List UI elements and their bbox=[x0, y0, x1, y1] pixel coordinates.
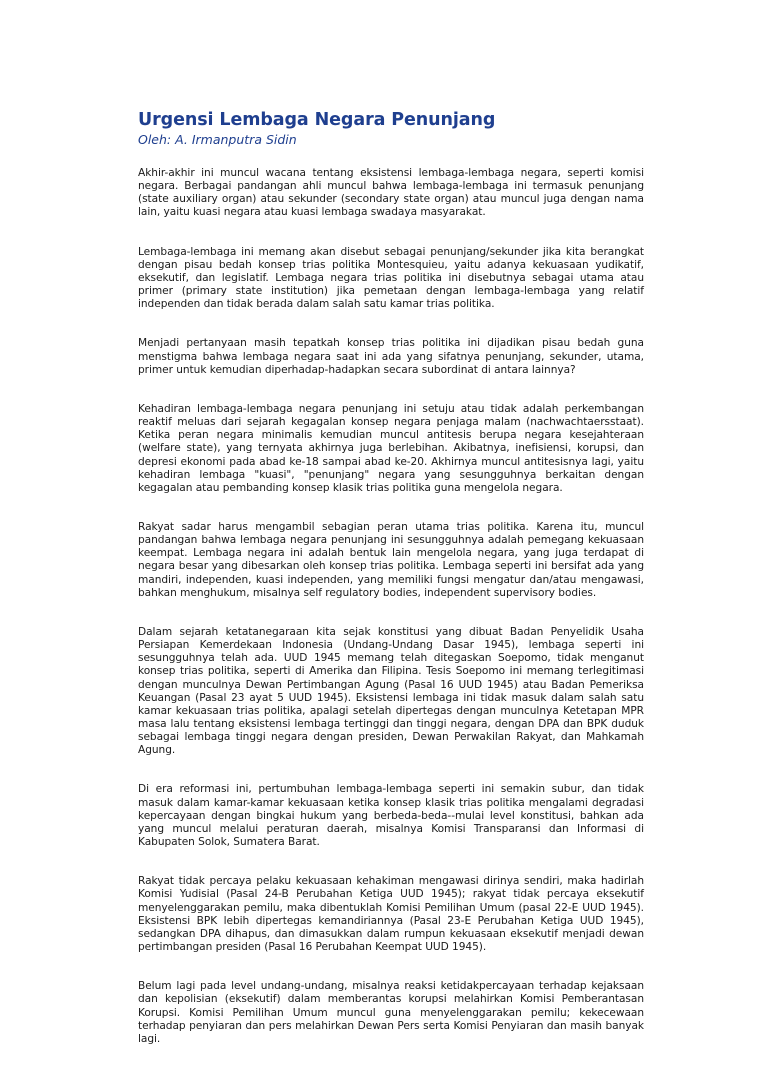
article-byline: Oleh: A. Irmanputra Sidin bbox=[138, 132, 297, 147]
paragraph: Kehadiran lembaga-lembaga negara penunjang ini setuju atau tidak adalah perkembangan reaktif meluas dari sejarah kegagalan konsep negara penjaga malam (nachwachtaersstaat). Ketika peran negara minimalis kemudian muncul antitesis berupa negara kesejahteraan (welfare state), yang ternyata akhirnya juga berlebihan. Akibatnya, inefisiensi, korupsi, dan depresi ekonomi pada abad ke-18 sampai abad ke-20. Akhirnya muncul antitesisnya lagi, yaitu kehadiran lembaga "kuasi", "penunjang" negara yang sesungguhnya berkaitan dengan kegagalan atau pembanding konsep klasik trias politika guna mengelola negara. bbox=[138, 402, 644, 494]
paragraph: Lembaga-lembaga ini memang akan disebut sebagai penunjang/sekunder jika kita berangkat dengan pisau bedah konsep trias politika Montesquieu, yaitu adanya kekuasaan yudikatif, eksekutif, dan legislatif. Lembaga negara trias politika ini disebutnya sebagai utama atau primer (primary state institution) jika pemetaan dengan lembaga-lembaga yang relatif independen dan tidak berada dalam salah satu kamar trias politika. bbox=[138, 245, 644, 311]
paragraph: Di era reformasi ini, pertumbuhan lembaga-lembaga seperti ini semakin subur, dan tidak masuk dalam kamar-kamar kekuasaan ketika konsep klasik trias politika mengalami degradasi kepercayaan dengan bingkai hukum yang berbeda-beda--mulai level konstitusi, bahkan ada yang muncul melalui peraturan daerah, misalnya Komisi Transparansi dan Informasi di Kabupaten Solok, Sumatera Barat. bbox=[138, 783, 644, 849]
paragraph: Akhir-akhir ini muncul wacana tentang eksistensi lembaga-lembaga negara, seperti komisi negara. Berbagai pandangan ahli muncul bahwa lembaga-lembaga ini termasuk penunjang (state auxiliary organ) atau sekunder (secondary state organ) atau muncul juga dengan nama lain, yaitu kuasi negara atau kuasi lembaga swadaya masyarakat. bbox=[138, 167, 644, 219]
document-page bbox=[138, 108, 644, 1072]
paragraph: Dalam sejarah ketatanegaraan kita sejak konstitusi yang dibuat Badan Penyelidik Usaha Persiapan Kemerdekaan Indonesia (Undang-Undang Dasar 1945), lembaga seperti ini sesungguhnya telah ada. UUD 1945 memang telah ditegaskan Soepomo, tidak menganut konsep trias politika, seperti di Amerika dan Filipina. Tesis Soepomo ini memang terlegitimasi dengan munculnya Dewan Pertimbangan Agung (Pasal 16 UUD 1945) atau Badan Pemeriksa Keuangan (Pasal 23 ayat 5 UUD 1945). Eksistensi lembaga ini tidak masuk dalam salah satu kamar kekuasaan trias politika, apalagi setelah dipertegas dengan munculnya Ketetapan MPR masa lalu tentang eksistensi lembaga tertinggi dan tinggi negara, dengan DPA dan BPK duduk sebagai lembaga tinggi negara dengan presiden, Dewan Perwakilan Rakyat, dan Mahkamah Agung. bbox=[138, 625, 644, 757]
paragraph: Menjadi pertanyaan masih tepatkah konsep trias politika ini dijadikan pisau bedah guna menstigma bahwa lembaga negara saat ini ada yang sifatnya penunjang, sekunder, utama, primer untuk kemudian diperhadap-hadapkan secara subordinat di antara lainnya? bbox=[138, 337, 644, 376]
paragraph: Belum lagi pada level undang-undang, misalnya reaksi ketidakpercayaan terhadap kejaksaan dan kepolisian (eksekutif) dalam memberantas korupsi melahirkan Komisi Pemberantasan Korupsi. Komisi Pemilihan Umum muncul guna menyelenggarakan pemilu; kekecewaan terhadap penyiaran dan pers melahirkan Dewan Pers serta Komisi Penyiaran dan masih banyak lagi. bbox=[138, 980, 644, 1045]
article-title: Urgensi Lembaga Negara Penunjang bbox=[138, 110, 496, 130]
paragraph: Rakyat sadar harus mengambil sebagian peran utama trias politika. Karena itu, muncul pandangan bahwa lembaga negara penunjang ini sesungguhnya adalah pemegang kekuasaan keempat. Lembaga negara ini adalah bentuk lain mengelola negara, yang juga terdapat di negara besar yang dibesarkan oleh konsep trias politika. Lembaga seperti ini bersifat ada yang mandiri, independen, kuasi independen, yang memiliki fungsi mengatur dan/atau mengawasi, bahkan menghukum, misalnya self regulatory bodies, independent supervisory bodies. bbox=[138, 520, 644, 599]
paragraph: Rakyat tidak percaya pelaku kekuasaan kehakiman mengawasi dirinya sendiri, maka hadirlah Komisi Yudisial (Pasal 24-B Perubahan Ketiga UUD 1945); rakyat tidak percaya eksekutif menyelenggarakan pemilu, maka dibentuklah Komisi Pemilihan Umum (pasal 22-E UUD 1945). Eksistensi BPK lebih dipertegas kemandiriannya (Pasal 23-E Perubahan Ketiga UUD 1945), sedangkan DPA dihapus, dan dimasukkan dalam rumpun kekuasaan eksekutif menjadi dewan pertimbangan presiden (Pasal 16 Perubahan Keempat UUD 1945). bbox=[138, 875, 644, 954]
